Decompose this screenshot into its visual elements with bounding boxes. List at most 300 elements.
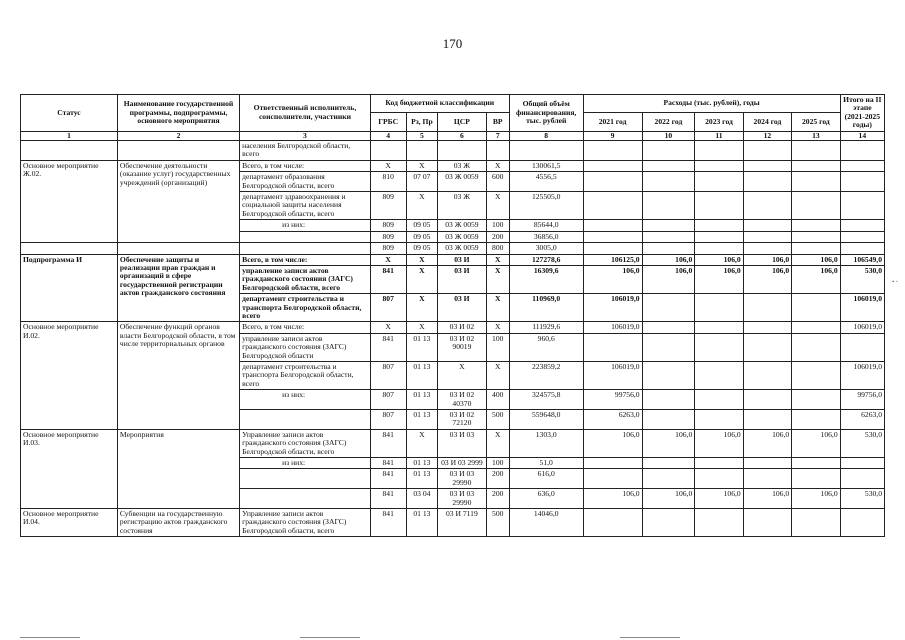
column-number: 6 bbox=[438, 131, 486, 140]
column-number: 4 bbox=[370, 131, 406, 140]
row-year-2025 bbox=[792, 231, 840, 242]
row-rzpr: 01 13 bbox=[406, 509, 438, 537]
row-year-2023 bbox=[695, 243, 743, 254]
row-executor bbox=[240, 231, 371, 242]
row-year-2021 bbox=[583, 333, 642, 361]
row-year-2025: 106,0 bbox=[792, 265, 840, 293]
row-executor bbox=[240, 469, 371, 489]
row-grbs: 841 bbox=[370, 265, 406, 293]
row-name: Обеспечение деятельности (оказание услуг) государственных учреждений (организаций) bbox=[117, 160, 239, 242]
header-year-2022: 2022 год bbox=[642, 113, 695, 131]
row-total: 636,0 bbox=[509, 489, 583, 509]
header-rzpr: Рз, Пр bbox=[406, 113, 438, 131]
row-grbs: 809 bbox=[370, 220, 406, 231]
header-grbs: ГРБС bbox=[370, 113, 406, 131]
row-executor: Всего, в том числе: bbox=[240, 160, 371, 171]
header-vr: ВР bbox=[486, 113, 509, 131]
row-vr: 100 bbox=[486, 333, 509, 361]
row-year-2023 bbox=[695, 322, 743, 333]
row-grbs: 807 bbox=[370, 410, 406, 430]
row-total: 110969,0 bbox=[509, 294, 583, 322]
row-year-2024: 106,0 bbox=[743, 254, 791, 265]
row-rzpr: Х bbox=[406, 294, 438, 322]
row-year-2023 bbox=[695, 172, 743, 192]
row-rzpr: 07 07 bbox=[406, 172, 438, 192]
row-year-2021: 106125,0 bbox=[583, 254, 642, 265]
row-rzpr: 01 13 bbox=[406, 361, 438, 389]
header-year-2023: 2023 год bbox=[695, 113, 743, 131]
row-total: 125505,0 bbox=[509, 192, 583, 220]
row-status: Основное мероприятие И.04. bbox=[21, 509, 118, 537]
row-year-2023 bbox=[695, 458, 743, 469]
row-year-2024 bbox=[743, 192, 791, 220]
table-row bbox=[21, 509, 885, 537]
table-row bbox=[21, 141, 885, 161]
table-row bbox=[21, 254, 885, 265]
row-csr: 03 И bbox=[438, 265, 486, 293]
row-vr: 800 bbox=[486, 243, 509, 254]
header-year-2024: 2024 год bbox=[743, 113, 791, 131]
row-itogo: 106019,0 bbox=[840, 361, 884, 389]
table-row bbox=[21, 429, 885, 457]
row-year-2022 bbox=[642, 172, 695, 192]
row-year-2022 bbox=[642, 141, 695, 161]
row-year-2022: 106,0 bbox=[642, 254, 695, 265]
row-executor: Управление записи актов гражданского состояния (ЗАГС) Белгородской области, всего bbox=[240, 429, 371, 457]
row-rzpr: Х bbox=[406, 322, 438, 333]
row-year-2024 bbox=[743, 172, 791, 192]
row-total: 616,0 bbox=[509, 469, 583, 489]
column-number: 9 bbox=[583, 131, 642, 140]
row-vr: Х bbox=[486, 361, 509, 389]
row-itogo bbox=[840, 509, 884, 537]
row-year-2025 bbox=[792, 509, 840, 537]
row-itogo bbox=[840, 333, 884, 361]
row-year-2025 bbox=[792, 469, 840, 489]
row-itogo: 6263,0 bbox=[840, 410, 884, 430]
row-year-2021 bbox=[583, 231, 642, 242]
row-year-2024 bbox=[743, 141, 791, 161]
row-executor: из них: bbox=[240, 390, 371, 410]
row-year-2021 bbox=[583, 141, 642, 161]
row-year-2022 bbox=[642, 458, 695, 469]
budget-table bbox=[20, 94, 885, 537]
row-vr: 500 bbox=[486, 509, 509, 537]
row-grbs: 841 bbox=[370, 458, 406, 469]
row-year-2025 bbox=[792, 458, 840, 469]
row-itogo: 530,0 bbox=[840, 429, 884, 457]
row-csr: 03 И 7119 bbox=[438, 509, 486, 537]
column-number: 2 bbox=[117, 131, 239, 140]
row-total: 127278,6 bbox=[509, 254, 583, 265]
row-rzpr: 09 05 bbox=[406, 243, 438, 254]
page-number: 170 bbox=[442, 36, 463, 51]
row-total: 36856,0 bbox=[509, 231, 583, 242]
row-csr: 03 И 03 2999 bbox=[438, 458, 486, 469]
row-year-2023 bbox=[695, 160, 743, 171]
table-row bbox=[21, 322, 885, 333]
row-csr: 03 И 02 72120 bbox=[438, 410, 486, 430]
row-rzpr: Х bbox=[406, 429, 438, 457]
row-grbs: Х bbox=[370, 160, 406, 171]
header-year-2021: 2021 год bbox=[583, 113, 642, 131]
row-grbs: 841 bbox=[370, 333, 406, 361]
row-itogo bbox=[840, 160, 884, 171]
row-year-2022: 106,0 bbox=[642, 489, 695, 509]
row-csr: 03 И bbox=[438, 294, 486, 322]
row-itogo: 99756,0 bbox=[840, 390, 884, 410]
row-itogo bbox=[840, 231, 884, 242]
row-status: Основное мероприятие Ж.02. bbox=[21, 160, 118, 242]
row-year-2021: 106019,0 bbox=[583, 322, 642, 333]
row-year-2025 bbox=[792, 322, 840, 333]
row-year-2023 bbox=[695, 333, 743, 361]
row-name: Мероприятия bbox=[117, 429, 239, 508]
row-total: 960,6 bbox=[509, 333, 583, 361]
row-itogo bbox=[840, 469, 884, 489]
row-executor: управление записи актов гражданского состояния (ЗАГС) Белгородской области, всего bbox=[240, 265, 371, 293]
row-year-2023 bbox=[695, 141, 743, 161]
row-year-2024 bbox=[743, 220, 791, 231]
row-year-2025: 106,0 bbox=[792, 489, 840, 509]
row-total: 85644,0 bbox=[509, 220, 583, 231]
row-name bbox=[117, 243, 239, 254]
row-rzpr: 01 13 bbox=[406, 333, 438, 361]
row-total: 1303,0 bbox=[509, 429, 583, 457]
table-row bbox=[21, 243, 885, 254]
row-vr: Х bbox=[486, 254, 509, 265]
row-grbs: 841 bbox=[370, 489, 406, 509]
header-csr: ЦСР bbox=[438, 113, 486, 131]
row-year-2025 bbox=[792, 141, 840, 161]
row-grbs: 810 bbox=[370, 172, 406, 192]
row-year-2021: 106,0 bbox=[583, 265, 642, 293]
header-budget-class: Код бюджетной классификации bbox=[370, 95, 509, 113]
row-csr: 03 И 02 40370 bbox=[438, 390, 486, 410]
row-total: 559648,0 bbox=[509, 410, 583, 430]
row-year-2022 bbox=[642, 361, 695, 389]
row-csr: 03 Ж 0059 bbox=[438, 243, 486, 254]
row-vr: 100 bbox=[486, 458, 509, 469]
header-itogo: Итого на II этапе (2021-2025 годы) bbox=[840, 95, 884, 132]
row-vr: Х bbox=[486, 429, 509, 457]
row-rzpr: 01 13 bbox=[406, 458, 438, 469]
row-csr: 03 Ж bbox=[438, 160, 486, 171]
row-executor: департамент здравоохранения и социальной защиты населения Белгородской области, всего bbox=[240, 192, 371, 220]
row-year-2023: 106,0 bbox=[695, 265, 743, 293]
header-executor: Ответственный исполнитель, соисполнители, участники bbox=[240, 95, 371, 132]
row-year-2023 bbox=[695, 294, 743, 322]
row-year-2021 bbox=[583, 172, 642, 192]
row-status bbox=[21, 141, 118, 161]
row-year-2024 bbox=[743, 390, 791, 410]
row-year-2021: 106019,0 bbox=[583, 361, 642, 389]
row-csr: Х bbox=[438, 361, 486, 389]
column-number: 13 bbox=[792, 131, 840, 140]
row-vr: 500 bbox=[486, 410, 509, 430]
column-number: 12 bbox=[743, 131, 791, 140]
row-year-2021: 106,0 bbox=[583, 489, 642, 509]
row-name: Обеспечение функций органов власти Белгородской области, в том числе территориальных органов bbox=[117, 322, 239, 429]
row-executor bbox=[240, 410, 371, 430]
row-total: 4556,5 bbox=[509, 172, 583, 192]
row-vr: 200 bbox=[486, 489, 509, 509]
row-vr: Х bbox=[486, 265, 509, 293]
row-year-2022 bbox=[642, 390, 695, 410]
header-expenses: Расходы (тыс. рублей), годы bbox=[583, 95, 840, 113]
row-csr: 03 И bbox=[438, 254, 486, 265]
row-executor: департамент строительства и транспорта Белгородской области, всего bbox=[240, 361, 371, 389]
row-year-2025 bbox=[792, 410, 840, 430]
row-year-2023: 106,0 bbox=[695, 489, 743, 509]
row-csr: 03 Ж 0059 bbox=[438, 231, 486, 242]
row-rzpr: 01 13 bbox=[406, 390, 438, 410]
column-number: 14 bbox=[840, 131, 884, 140]
row-itogo: 530,0 bbox=[840, 265, 884, 293]
row-grbs: 807 bbox=[370, 294, 406, 322]
row-status: Подпрограмма И bbox=[21, 254, 118, 322]
header-name: Наименование государственной программы, подпрограммы, основного мероприятия bbox=[117, 95, 239, 132]
row-year-2025 bbox=[792, 390, 840, 410]
row-csr bbox=[438, 141, 486, 161]
row-executor bbox=[240, 489, 371, 509]
table-row bbox=[21, 160, 885, 171]
row-year-2025 bbox=[792, 172, 840, 192]
row-name: Обеспечение защиты и реализации прав граждан и организаций в сфере государственной регистрации актов гражданского состояния bbox=[117, 254, 239, 322]
row-grbs: 809 bbox=[370, 231, 406, 242]
row-year-2024 bbox=[743, 294, 791, 322]
row-vr: 100 bbox=[486, 220, 509, 231]
row-year-2025 bbox=[792, 220, 840, 231]
row-year-2021: 6263,0 bbox=[583, 410, 642, 430]
row-year-2025 bbox=[792, 333, 840, 361]
row-year-2021 bbox=[583, 509, 642, 537]
row-total: 14046,0 bbox=[509, 509, 583, 537]
column-number-row bbox=[21, 131, 885, 140]
row-rzpr: Х bbox=[406, 265, 438, 293]
row-total: 324575,8 bbox=[509, 390, 583, 410]
row-itogo bbox=[840, 141, 884, 161]
row-status: Основное мероприятие И.02. bbox=[21, 322, 118, 429]
row-name bbox=[117, 141, 239, 161]
bottom-rule bbox=[300, 637, 360, 638]
row-rzpr: 09 05 bbox=[406, 231, 438, 242]
row-year-2021 bbox=[583, 160, 642, 171]
row-csr: 03 И 02 90019 bbox=[438, 333, 486, 361]
row-vr bbox=[486, 141, 509, 161]
header-year-2025: 2025 год bbox=[792, 113, 840, 131]
column-number: 3 bbox=[240, 131, 371, 140]
row-total: 223859,2 bbox=[509, 361, 583, 389]
row-year-2023: 106,0 bbox=[695, 429, 743, 457]
row-itogo bbox=[840, 172, 884, 192]
row-year-2022 bbox=[642, 294, 695, 322]
row-year-2024: 106,0 bbox=[743, 489, 791, 509]
row-itogo: 106019,0 bbox=[840, 322, 884, 333]
row-year-2022 bbox=[642, 469, 695, 489]
row-year-2024: 106,0 bbox=[743, 265, 791, 293]
table-body bbox=[21, 131, 885, 537]
column-number: 10 bbox=[642, 131, 695, 140]
row-year-2021: 106019,0 bbox=[583, 294, 642, 322]
row-year-2025: 106,0 bbox=[792, 429, 840, 457]
column-number: 1 bbox=[21, 131, 118, 140]
margin-mark: ; bbox=[891, 280, 901, 283]
row-status bbox=[21, 243, 118, 254]
row-executor: из них: bbox=[240, 220, 371, 231]
row-vr: Х bbox=[486, 192, 509, 220]
row-year-2025 bbox=[792, 192, 840, 220]
row-year-2024 bbox=[743, 160, 791, 171]
row-csr: 03 И 02 bbox=[438, 322, 486, 333]
row-rzpr: Х bbox=[406, 160, 438, 171]
row-vr: 200 bbox=[486, 231, 509, 242]
row-year-2025 bbox=[792, 243, 840, 254]
row-year-2023 bbox=[695, 509, 743, 537]
row-grbs: 807 bbox=[370, 390, 406, 410]
row-rzpr: 01 13 bbox=[406, 410, 438, 430]
row-year-2023 bbox=[695, 469, 743, 489]
row-csr: 03 И 03 29990 bbox=[438, 489, 486, 509]
row-year-2023 bbox=[695, 192, 743, 220]
row-year-2022 bbox=[642, 322, 695, 333]
row-grbs: Х bbox=[370, 254, 406, 265]
row-year-2024 bbox=[743, 458, 791, 469]
row-vr: Х bbox=[486, 294, 509, 322]
row-itogo bbox=[840, 243, 884, 254]
row-grbs: Х bbox=[370, 322, 406, 333]
row-total: 130061,5 bbox=[509, 160, 583, 171]
row-csr: 03 Ж 0059 bbox=[438, 172, 486, 192]
row-executor: Всего, в том числе: bbox=[240, 254, 371, 265]
row-rzpr: 01 13 bbox=[406, 469, 438, 489]
row-itogo bbox=[840, 458, 884, 469]
row-grbs: 841 bbox=[370, 469, 406, 489]
row-year-2025: 106,0 bbox=[792, 254, 840, 265]
column-number: 8 bbox=[509, 131, 583, 140]
row-year-2022 bbox=[642, 192, 695, 220]
header-row-1 bbox=[21, 95, 885, 113]
column-number: 5 bbox=[406, 131, 438, 140]
row-year-2024 bbox=[743, 322, 791, 333]
row-vr: Х bbox=[486, 160, 509, 171]
row-year-2022 bbox=[642, 243, 695, 254]
row-year-2022: 106,0 bbox=[642, 265, 695, 293]
row-year-2023 bbox=[695, 410, 743, 430]
header-total: Общий объём финансирования, тыс. рублей bbox=[509, 95, 583, 132]
row-grbs bbox=[370, 141, 406, 161]
row-itogo bbox=[840, 220, 884, 231]
row-year-2025 bbox=[792, 294, 840, 322]
row-grbs: 807 bbox=[370, 361, 406, 389]
row-year-2023 bbox=[695, 220, 743, 231]
row-grbs: 841 bbox=[370, 509, 406, 537]
row-year-2023 bbox=[695, 390, 743, 410]
row-rzpr: Х bbox=[406, 254, 438, 265]
row-csr: 03 Ж 0059 bbox=[438, 220, 486, 231]
row-executor: Управление записи актов гражданского состояния (ЗАГС) Белгородской области, всего bbox=[240, 509, 371, 537]
row-executor: Всего, в том числе: bbox=[240, 322, 371, 333]
row-csr: 03 Ж bbox=[438, 192, 486, 220]
bottom-rule bbox=[20, 637, 80, 638]
header-status: Статус bbox=[21, 95, 118, 132]
row-itogo: 106549,0 bbox=[840, 254, 884, 265]
row-vr: Х bbox=[486, 322, 509, 333]
row-year-2021 bbox=[583, 243, 642, 254]
row-year-2023 bbox=[695, 231, 743, 242]
row-rzpr: 03 04 bbox=[406, 489, 438, 509]
row-vr: 600 bbox=[486, 172, 509, 192]
row-vr: 200 bbox=[486, 469, 509, 489]
row-rzpr bbox=[406, 141, 438, 161]
row-year-2022 bbox=[642, 410, 695, 430]
row-csr: 03 И 03 bbox=[438, 429, 486, 457]
row-year-2025 bbox=[792, 160, 840, 171]
row-itogo bbox=[840, 192, 884, 220]
row-year-2023: 106,0 bbox=[695, 254, 743, 265]
row-year-2024 bbox=[743, 469, 791, 489]
row-executor bbox=[240, 243, 371, 254]
row-year-2024 bbox=[743, 410, 791, 430]
row-total: 16309,6 bbox=[509, 265, 583, 293]
row-vr: 400 bbox=[486, 390, 509, 410]
row-status: Основное мероприятие И.03. bbox=[21, 429, 118, 508]
row-year-2022 bbox=[642, 333, 695, 361]
row-total: 3005,0 bbox=[509, 243, 583, 254]
row-year-2021: 106,0 bbox=[583, 429, 642, 457]
row-executor: из них: bbox=[240, 458, 371, 469]
row-year-2022 bbox=[642, 160, 695, 171]
bottom-rule bbox=[620, 637, 680, 638]
row-name: Субвенции на государственную регистрацию актов гражданского состояния bbox=[117, 509, 239, 537]
row-total: 111929,6 bbox=[509, 322, 583, 333]
row-year-2024 bbox=[743, 333, 791, 361]
row-executor: населения Белгородской области, всего bbox=[240, 141, 371, 161]
row-itogo: 530,0 bbox=[840, 489, 884, 509]
row-rzpr: 09 05 bbox=[406, 220, 438, 231]
row-csr: 03 И 03 29990 bbox=[438, 469, 486, 489]
column-number: 11 bbox=[695, 131, 743, 140]
row-year-2021 bbox=[583, 220, 642, 231]
row-year-2021: 99756,0 bbox=[583, 390, 642, 410]
row-year-2021 bbox=[583, 469, 642, 489]
row-year-2022 bbox=[642, 509, 695, 537]
row-year-2022 bbox=[642, 231, 695, 242]
row-year-2024 bbox=[743, 361, 791, 389]
row-grbs: 809 bbox=[370, 243, 406, 254]
row-year-2024 bbox=[743, 509, 791, 537]
row-grbs: 841 bbox=[370, 429, 406, 457]
row-total bbox=[509, 141, 583, 161]
row-year-2022 bbox=[642, 220, 695, 231]
row-grbs: 809 bbox=[370, 192, 406, 220]
row-executor: департамент образования Белгородской области, всего bbox=[240, 172, 371, 192]
row-total: 51,0 bbox=[509, 458, 583, 469]
row-year-2023 bbox=[695, 361, 743, 389]
row-year-2021 bbox=[583, 458, 642, 469]
row-rzpr: Х bbox=[406, 192, 438, 220]
row-year-2022: 106,0 bbox=[642, 429, 695, 457]
row-year-2021 bbox=[583, 192, 642, 220]
row-executor: департамент строительства и транспорта Белгородской области, всего bbox=[240, 294, 371, 322]
row-year-2024: 106,0 bbox=[743, 429, 791, 457]
row-year-2025 bbox=[792, 361, 840, 389]
row-executor: управление записи актов гражданского состояния (ЗАГС) Белгородской области bbox=[240, 333, 371, 361]
column-number: 7 bbox=[486, 131, 509, 140]
row-year-2024 bbox=[743, 231, 791, 242]
row-itogo: 106019,0 bbox=[840, 294, 884, 322]
row-year-2024 bbox=[743, 243, 791, 254]
